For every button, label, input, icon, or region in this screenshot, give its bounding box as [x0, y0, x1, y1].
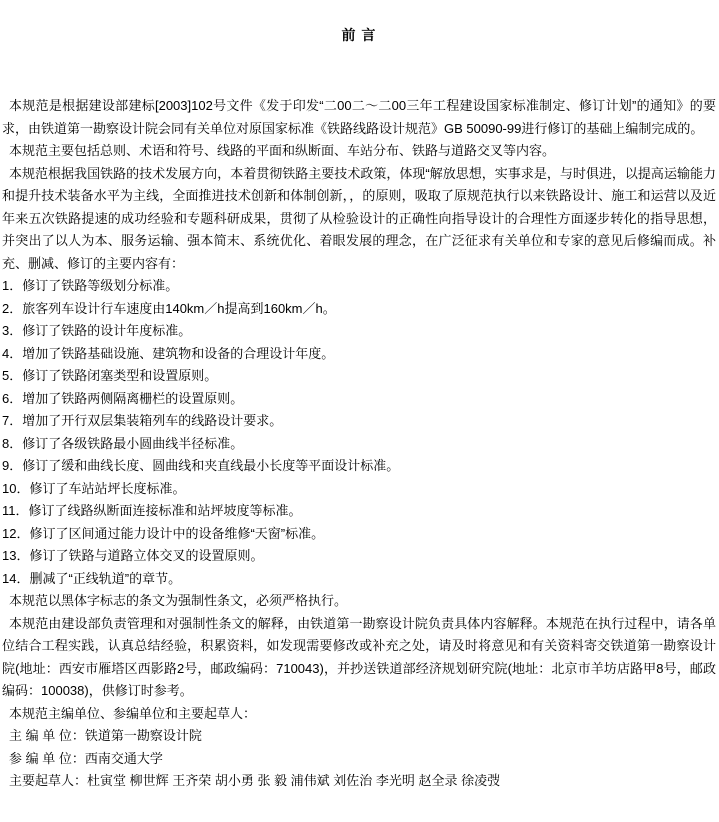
paragraph: 本规范主编单位、参编单位和主要起草人：	[9, 705, 257, 721]
paragraph: 10．修订了车站站坪长度标准。	[2, 480, 186, 496]
paragraph: 本规范是根据建设部建标[2003]102号文件《发于印发“二00二～二00三年工程建设国家标准制定、修订计划”的通知》的要求，由铁道第一勘察设计院会同有关单位对原国家标准《铁路线路设计规范》GB 50090-99进行修订的基础上编制完成的。	[2, 98, 716, 136]
paragraph: 主 编 单 位：铁道第一勘察设计院	[9, 728, 202, 743]
paragraph: 8．修订了各级铁路最小圆曲线半径标准。	[2, 435, 244, 451]
paragraph: 主要起草人：杜寅堂 柳世辉 王齐荣 胡小勇 张 毅 浦伟斌 刘佐治 李光明 赵全录 徐凌弢	[9, 773, 501, 788]
paragraph: 6．增加了铁路两侧隔离栅栏的设置原则。	[2, 390, 244, 406]
paragraph: 14．删减了“正线轨道”的章节。	[2, 570, 182, 586]
page-title: 前 言	[341, 27, 377, 43]
paragraph: 本规范由建设部负责管理和对强制性条文的解释，由铁道第一勘察设计院负责具体内容解释。本规范在执行过程中，请各单位结合工程实践，认真总结经验，积累资料，如发现需要修改或补充之处，请及时将意见和有关资料寄交铁道第一勘察设计院(地址：西安市雁塔区西影路2号，邮政编码：710043)，并抄送铁道部经济规划研究院(地址：北京市羊坊店路甲8号，邮政编码：100038)，供修订时参考。	[2, 615, 716, 698]
paragraph: 5．修订了铁路闭塞类型和设置原则。	[2, 368, 218, 383]
paragraph: 本规范根据我国铁路的技术发展方向，本着贯彻铁路主要技术政策，体现“解放思想，实事求是，与时俱进，以提高运输能力和提升技术装备水平为主线，全面推进技术创新和体制创新，，的原则，吸取了原规范执行以来铁路设计、施工和运营以及近年来五次铁路提速的成功经验和专题科研成果，贯彻了从检验设计的正确性向指导设计的合理性方面逐步转化的指导思想，并突出了以人为本、服务运输、强本简末、系统优化、着眼发展的理念，在广泛征求有关单位和专家的意见后修编而成。补充、删减、修订的主要内容有：	[2, 165, 716, 271]
paragraph: 2．旅客列车设计行车速度由140km／h提高到160km／h。	[2, 300, 336, 316]
paragraph: 13．修订了铁路与道路立体交叉的设置原则。	[2, 548, 264, 563]
paragraph: 本规范主要包括总则、术语和符号、线路的平面和纵断面、车站分布、铁路与道路交叉等内容。	[9, 143, 556, 158]
paragraph: 7．增加了开行双层集装箱列车的线路设计要求。	[2, 413, 283, 428]
paragraph: 参 编 单 位：西南交通大学	[9, 750, 163, 766]
paragraph: 1．修订了铁路等级划分标准。	[2, 278, 179, 293]
paragraph: 3．修订了铁路的设计年度标准。	[2, 323, 192, 338]
paragraph: 11．修订了线路纵断面连接标准和站坪坡度等标准。	[2, 503, 302, 518]
paragraphs	[2, 95, 716, 793]
paragraph: 本规范以黑体字标志的条文为强制性条文，必须严格执行。	[9, 593, 348, 608]
paragraph: 9．修订了缓和曲线长度、圆曲线和夹直线最小长度等平面设计标准。	[2, 458, 400, 473]
paragraph: 4．增加了铁路基础设施、建筑物和设备的合理设计年度。	[2, 345, 335, 361]
paragraph: 12．修订了区间通过能力设计中的设备维修“天窗”标准。	[2, 525, 325, 541]
